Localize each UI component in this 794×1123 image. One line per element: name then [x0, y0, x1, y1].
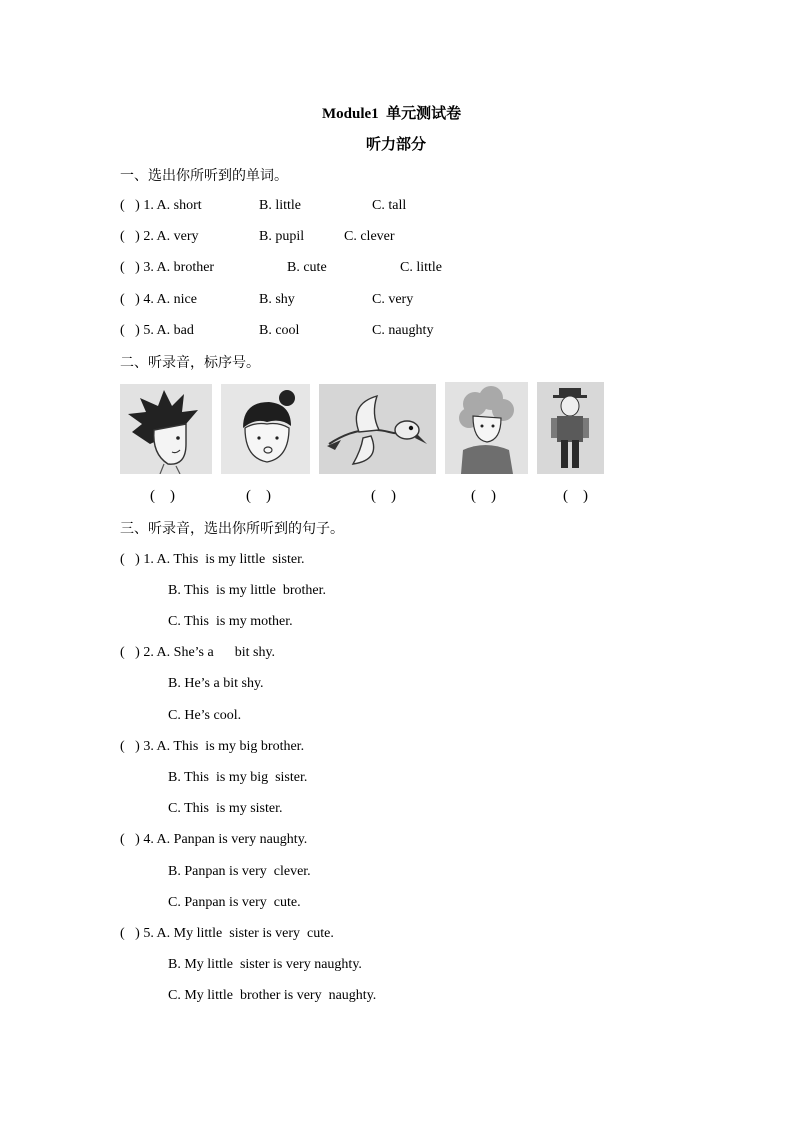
section-3-heading: 三、听录音，选出你所听到的句子。: [120, 521, 344, 537]
p1-q3-option-a: ( ) 3. A. brother: [120, 260, 215, 275]
boy-spiky-hair-picture: [120, 384, 212, 474]
p1-q3-option-b: B. cute: [287, 260, 327, 275]
p3-q5-option-b: B. My little sister is very naughty.: [168, 957, 362, 972]
picture-5-answer-blank[interactable]: ( ): [563, 488, 588, 504]
section-2-heading: 二、听录音，标序号。: [120, 355, 260, 371]
boy-with-hat-picture: [537, 382, 604, 474]
p1-q5-option-b: B. cool: [259, 323, 300, 338]
p3-q4-option-b: B. Panpan is very clever.: [168, 864, 311, 879]
p3-q1-option-a: ( ) 1. A. This is my little sister.: [120, 552, 305, 567]
picture-3-answer-blank[interactable]: ( ): [371, 488, 396, 504]
p3-q3-option-c: C. This is my sister.: [168, 801, 283, 816]
section-1-heading: 一、选出你所听到的单词。: [120, 168, 288, 184]
p3-q5-option-c: C. My little brother is very naughty.: [168, 988, 377, 1003]
girl-bun-hair-picture: [221, 384, 310, 474]
picture-4-answer-blank[interactable]: ( ): [471, 488, 496, 504]
picture-1-answer-blank[interactable]: ( ): [150, 488, 175, 504]
picture-2-answer-blank[interactable]: ( ): [246, 488, 271, 504]
p1-q1-option-c: C. tall: [372, 198, 407, 213]
p3-q2-option-c: C. He’s cool.: [168, 708, 242, 723]
p3-q2-option-a: ( ) 2. A. She’s a bit shy.: [120, 645, 276, 660]
p1-q4-option-a: ( ) 4. A. nice: [120, 292, 197, 307]
p3-q2-option-b: B. He’s a bit shy.: [168, 676, 264, 691]
p1-q2-option-a: ( ) 2. A. very: [120, 229, 199, 244]
p1-q5-option-c: C. naughty: [372, 323, 434, 338]
p3-q4-option-a: ( ) 4. A. Panpan is very naughty.: [120, 832, 308, 847]
curly-hair-girl-picture: [445, 382, 528, 474]
p3-q3-option-a: ( ) 3. A. This is my big brother.: [120, 739, 305, 754]
p1-q3-option-c: C. little: [400, 260, 442, 275]
page-title: Module1 单元测试卷: [322, 106, 462, 122]
p1-q5-option-a: ( ) 5. A. bad: [120, 323, 194, 338]
p1-q1-option-b: B. little: [259, 198, 301, 213]
p3-q5-option-a: ( ) 5. A. My little sister is very cute.: [120, 926, 334, 941]
p3-q1-option-c: C. This is my mother.: [168, 614, 293, 629]
p1-q4-option-c: C. very: [372, 292, 414, 307]
p3-q3-option-b: B. This is my big sister.: [168, 770, 308, 785]
p1-q1-option-a: ( ) 1. A. short: [120, 198, 202, 213]
p1-q2-option-b: B. pupil: [259, 229, 305, 244]
p3-q1-option-b: B. This is my little brother.: [168, 583, 327, 598]
p3-q4-option-c: C. Panpan is very cute.: [168, 895, 301, 910]
page-subtitle: 听力部分: [366, 137, 427, 153]
p1-q2-option-c: C. clever: [344, 229, 395, 244]
p1-q4-option-b: B. shy: [259, 292, 295, 307]
bird-picture: [319, 384, 436, 474]
